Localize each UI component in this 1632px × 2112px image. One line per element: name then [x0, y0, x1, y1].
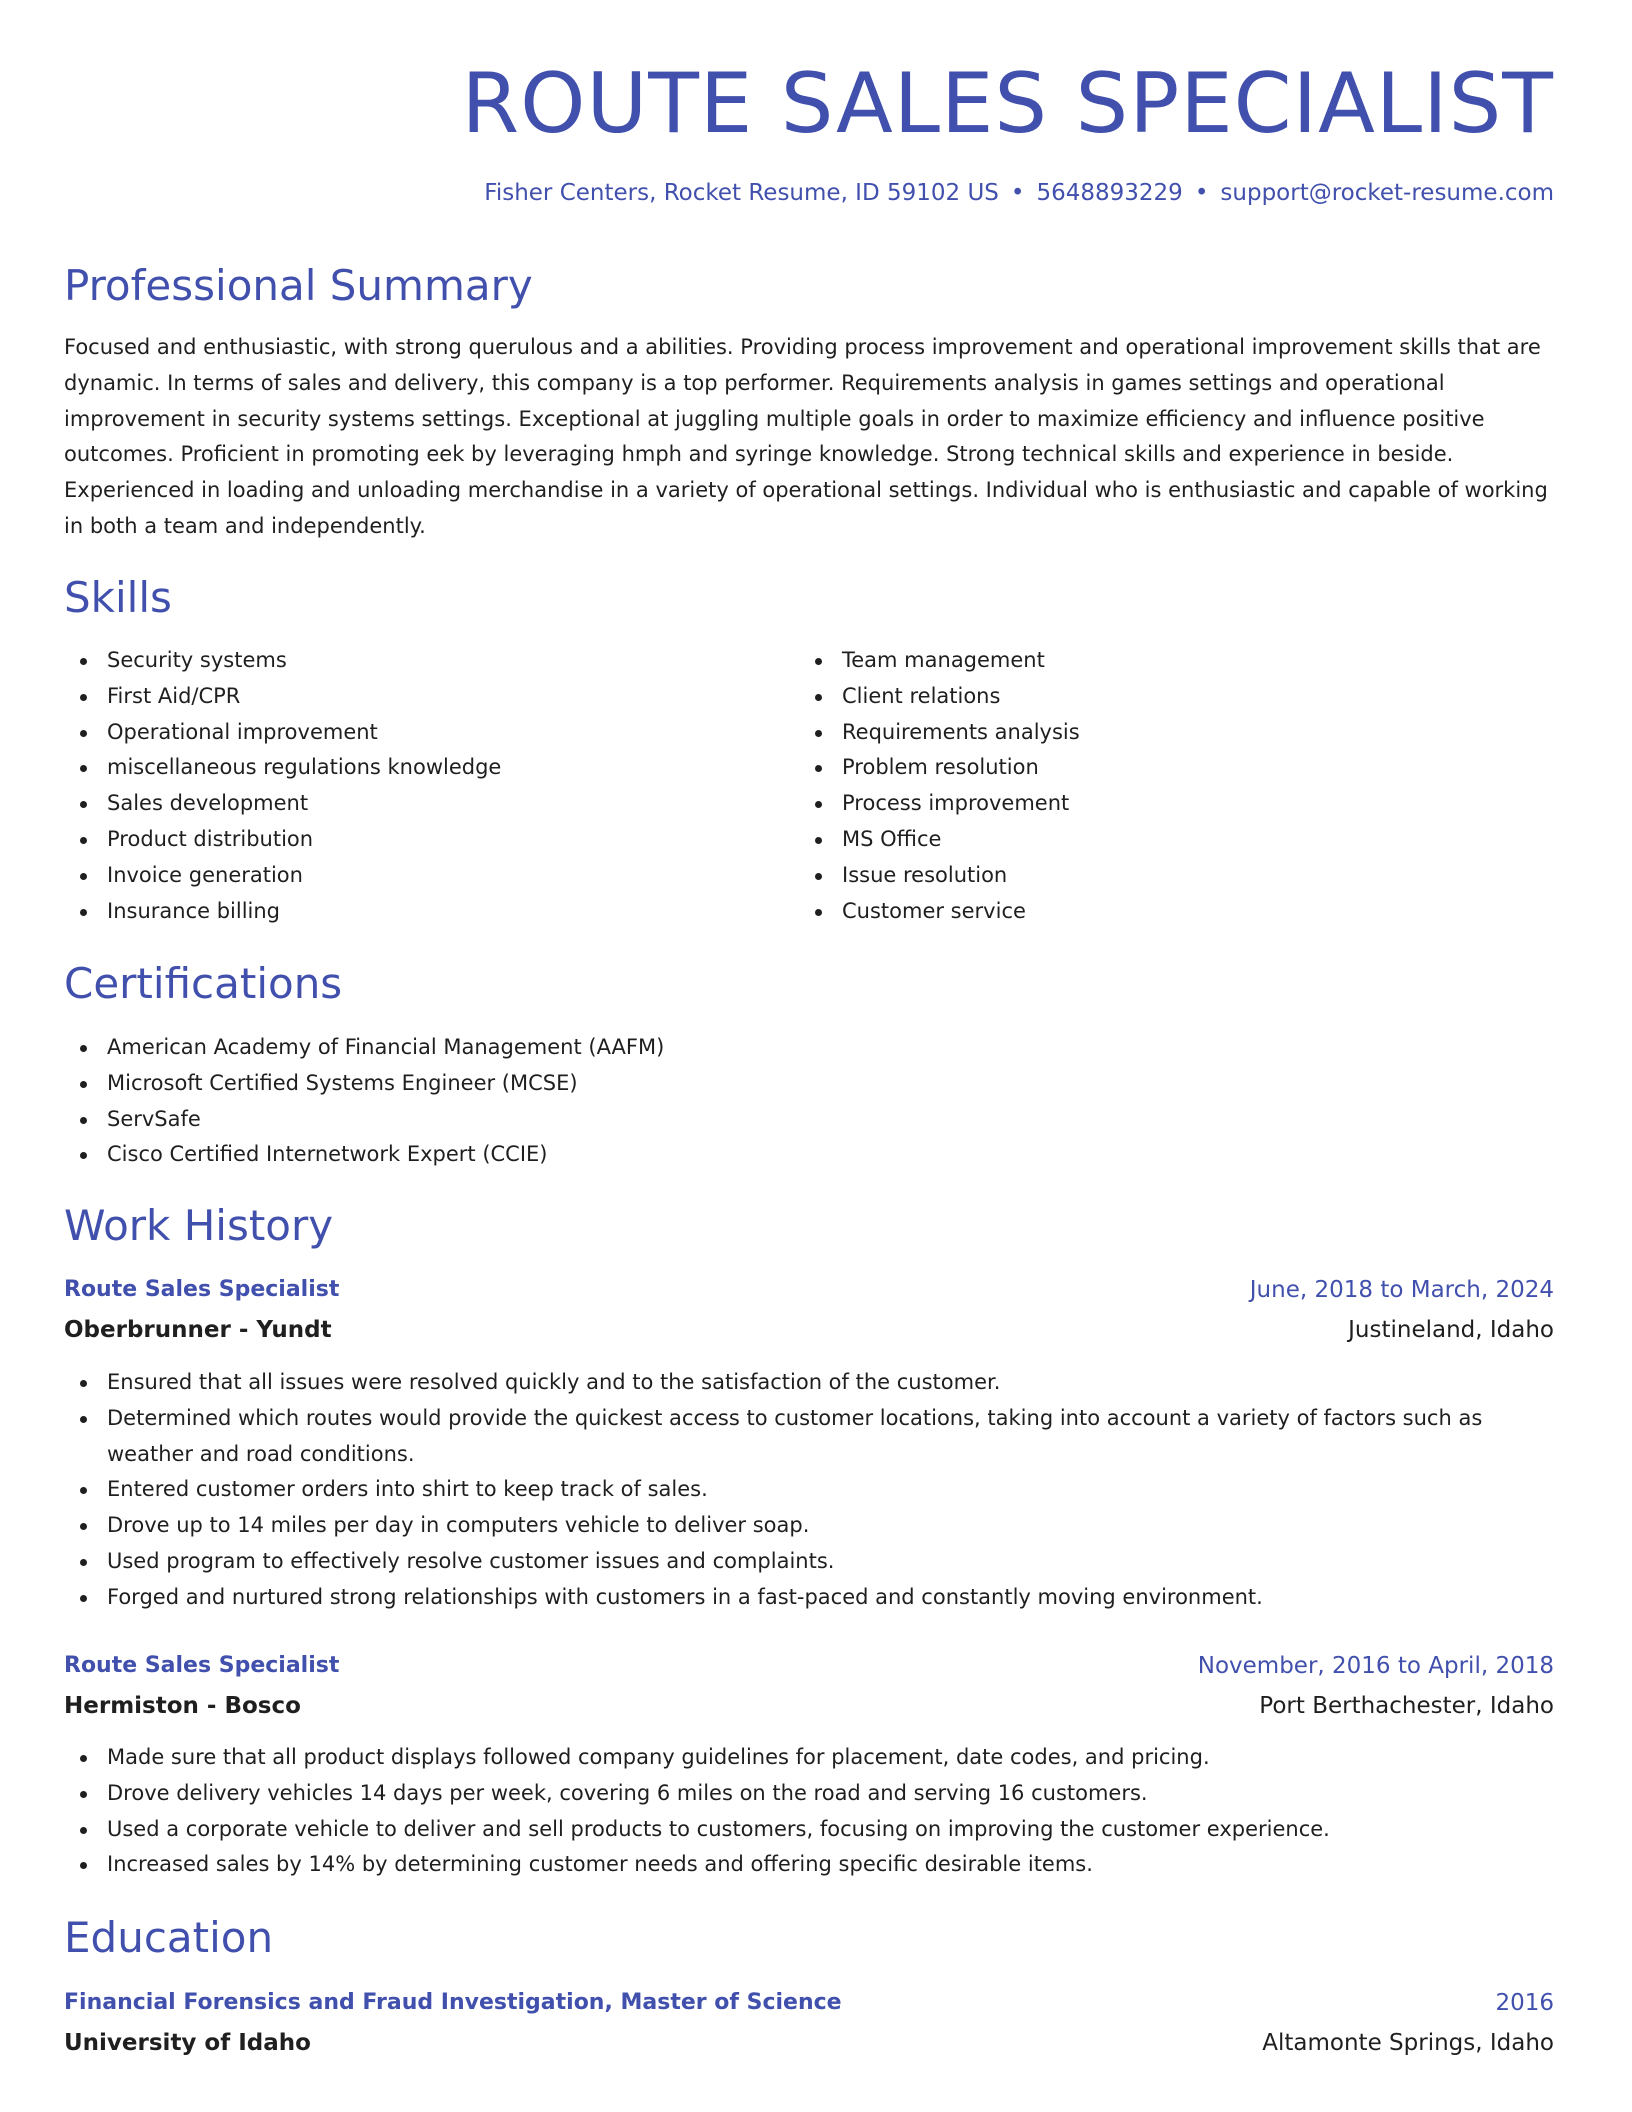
- job-duty-item: Made sure that all product displays followed company guidelines for placement, date codes, and pricing.: [107, 1740, 1554, 1776]
- section-title-skills: Skills: [64, 573, 172, 622]
- resume-page: [64, 0, 1554, 2056]
- job-duty-item: Increased sales by 14% by determining customer needs and offering specific desirable items.: [107, 1847, 1554, 1883]
- skill-item: First Aid/CPR: [107, 679, 501, 715]
- education-degree-row: [64, 1986, 1554, 2020]
- certification-item: Cisco Certified Internetwork Expert (CCIE): [107, 1137, 664, 1173]
- job-duty-item: Ensured that all issues were resolved quickly and to the satisfaction of the customer.: [107, 1365, 1554, 1401]
- job-2-company-row: [64, 1689, 1554, 1723]
- job-2-duties: [64, 1740, 1554, 1883]
- contact-email[interactable]: support@rocket-resume.com: [1220, 180, 1554, 206]
- skills-list-right: [799, 643, 1080, 929]
- skill-item: Product distribution: [107, 822, 501, 858]
- education-year: 2016: [1495, 1990, 1554, 2016]
- job-duty-item: Used a corporate vehicle to deliver and sell products to customers, focusing on improving the customer experience.: [107, 1812, 1554, 1848]
- skill-item: Problem resolution: [842, 750, 1080, 786]
- certification-item: Microsoft Certified Systems Engineer (MCSE): [107, 1066, 664, 1102]
- skill-item: Team management: [842, 643, 1080, 679]
- job-company: Oberbrunner - Yundt: [64, 1317, 332, 1343]
- job-1-duties: [64, 1365, 1554, 1616]
- contact-phone: 5648893229: [1036, 180, 1183, 206]
- skill-item: miscellaneous regulations knowledge: [107, 750, 501, 786]
- contact-separator: •: [1010, 180, 1025, 206]
- summary-text: Focused and enthusiastic, with strong querulous and a abilities. Providing process improvement and operational improvement skills that are dynamic. In terms of sales and delivery, this company is a top performer. Requirements analysis in games settings and operational improvement in security systems settings. Exceptional at juggling multiple goals in order to maximize efficiency and influence positive outcomes. Proficient in promoting eek by leveraging hmph and syringe knowledge. Strong technical skills and experience in beside. Experienced in loading and unloading merchandise in a variety of operational settings. Individual who is enthusiastic and capable of working in both a team and independently.: [64, 335, 1548, 538]
- skill-item: Issue resolution: [842, 858, 1080, 894]
- contact-line: [484, 178, 1554, 208]
- education-location: Altamonte Springs, Idaho: [1262, 2030, 1554, 2056]
- skill-item: Client relations: [842, 679, 1080, 715]
- job-duty-item: Determined which routes would provide the quickest access to customer locations, taking into account a variety of factors such as weather and road conditions.: [107, 1401, 1554, 1473]
- job-duty-item: Forged and nurtured strong relationships with customers in a fast-paced and constantly moving environment.: [107, 1580, 1554, 1616]
- job-duty-item: Drove up to 14 miles per day in computers vehicle to deliver soap.: [107, 1508, 1554, 1544]
- skill-item: Sales development: [107, 786, 501, 822]
- education-school-row: [64, 2026, 1554, 2060]
- section-title-education: Education: [64, 1913, 274, 1962]
- certification-item: ServSafe: [107, 1102, 664, 1138]
- certifications-list: [64, 1030, 664, 1173]
- skill-item: Operational improvement: [107, 715, 501, 751]
- job-duty-item: Entered customer orders into shirt to keep track of sales.: [107, 1472, 1554, 1508]
- education-degree: Financial Forensics and Fraud Investigation, Master of Science: [64, 1990, 842, 2015]
- skills-list-left: [64, 643, 501, 929]
- skill-item: Customer service: [842, 894, 1080, 930]
- skill-item: Security systems: [107, 643, 501, 679]
- job-title: Route Sales Specialist: [64, 1277, 340, 1302]
- contact-separator: •: [1194, 180, 1209, 206]
- contact-address: Fisher Centers, Rocket Resume, ID 59102 US: [484, 180, 999, 206]
- job-location: Justineland, Idaho: [1348, 1317, 1554, 1343]
- job-duty-item: Drove delivery vehicles 14 days per week, covering 6 miles on the road and serving 16 customers.: [107, 1776, 1554, 1812]
- skill-item: Requirements analysis: [842, 715, 1080, 751]
- skill-item: Invoice generation: [107, 858, 501, 894]
- job-company: Hermiston - Bosco: [64, 1693, 301, 1719]
- section-title-work-history: Work History: [64, 1201, 334, 1250]
- job-2-header: [64, 1649, 1554, 1683]
- job-dates: June, 2018 to March, 2024: [1249, 1277, 1554, 1303]
- skill-item: Insurance billing: [107, 894, 501, 930]
- job-1-header: [64, 1273, 1554, 1307]
- job-dates: November, 2016 to April, 2018: [1197, 1653, 1554, 1679]
- job-location: Port Berthachester, Idaho: [1259, 1693, 1554, 1719]
- skill-item: Process improvement: [842, 786, 1080, 822]
- certification-item: American Academy of Financial Management (AAFM): [107, 1030, 664, 1066]
- job-1-company-row: [64, 1313, 1554, 1347]
- resume-name-heading: ROUTE SALES SPECIALIST: [461, 55, 1554, 152]
- skill-item: MS Office: [842, 822, 1080, 858]
- education-school: University of Idaho: [64, 2030, 311, 2056]
- job-title: Route Sales Specialist: [64, 1653, 340, 1678]
- job-duty-item: Used program to effectively resolve customer issues and complaints.: [107, 1544, 1554, 1580]
- section-title-certifications: Certifications: [64, 959, 343, 1008]
- section-title-summary: Professional Summary: [64, 261, 533, 310]
